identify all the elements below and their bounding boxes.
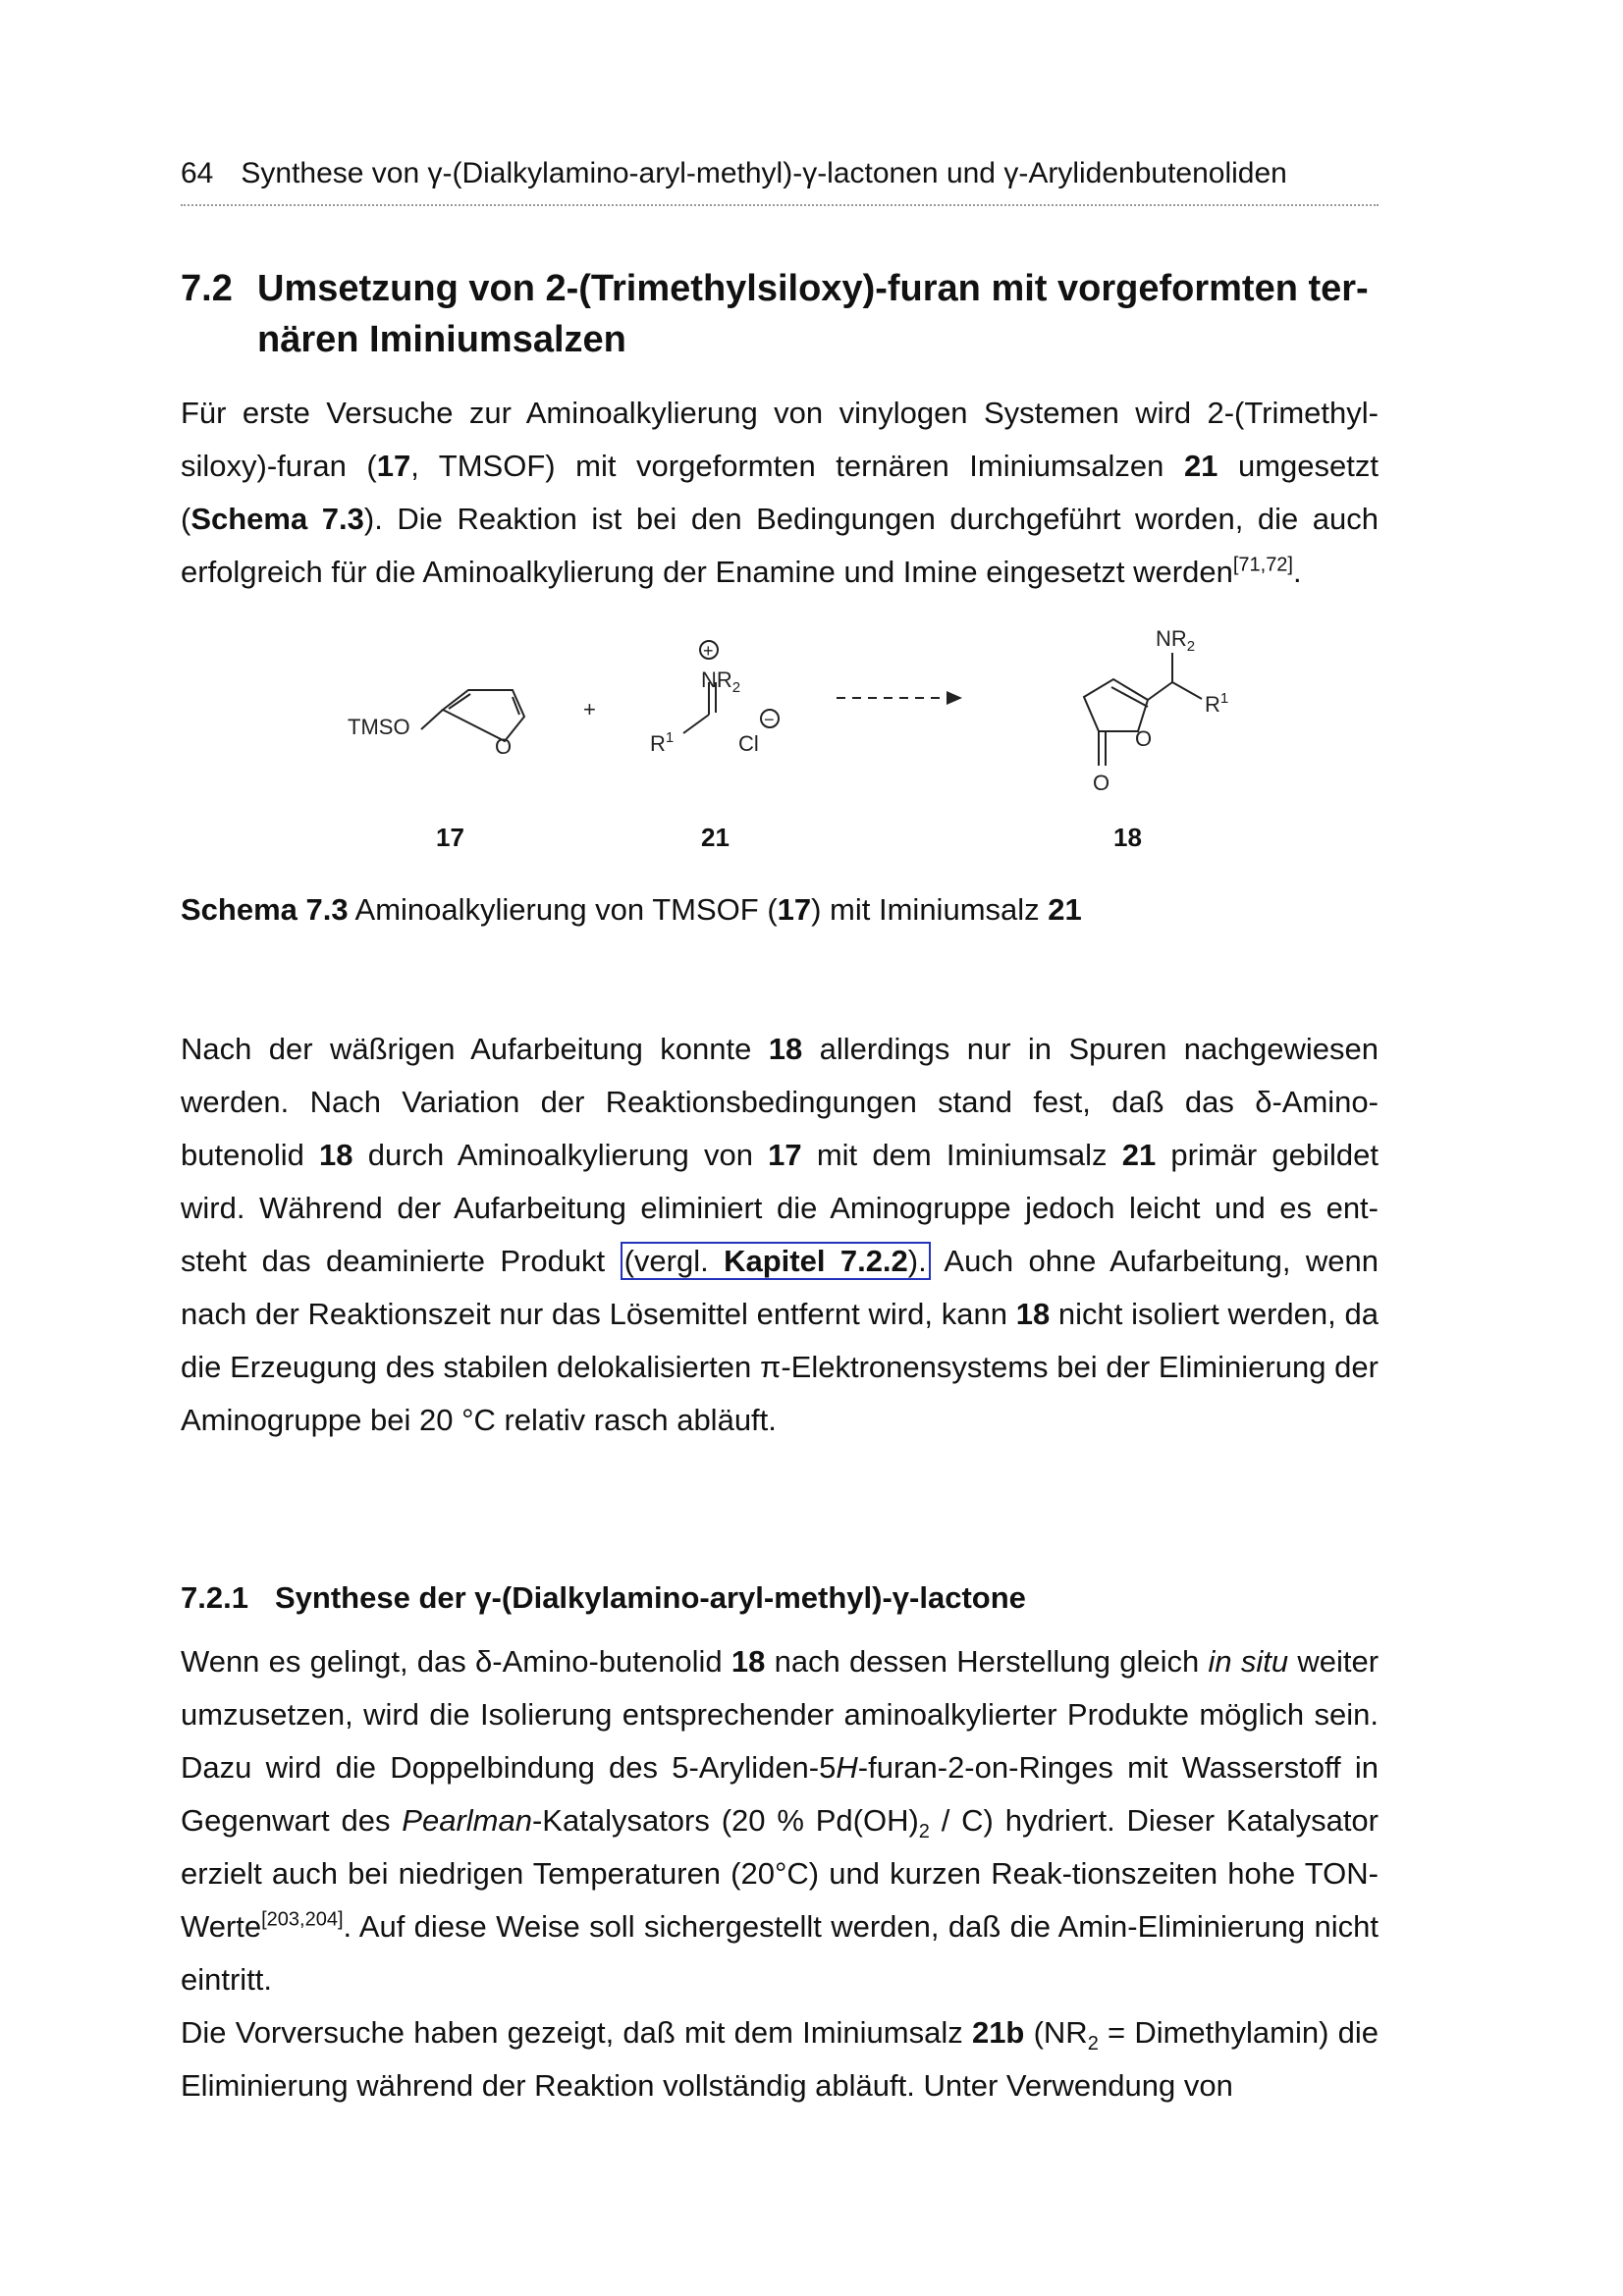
text-segment: primär gebildet wird. Während der Aufarbeitung eliminiert die Aminogruppe jedoch leicht und es ent-steht das deaminierte Produkt — [181, 1138, 1380, 1278]
ring-oxygen-label: O — [1135, 726, 1153, 751]
bond — [1172, 682, 1202, 699]
reaction-scheme — [181, 628, 1379, 883]
compound-17: 17 — [436, 823, 464, 852]
text-segment: nach dessen Herstellung gleich — [765, 1644, 1209, 1679]
text-segment: Die Vorversuche haben gezeigt, daß mit dem Iminiumsalz — [181, 2015, 972, 2050]
text-segment: 18 — [768, 1032, 803, 1066]
paragraph-4 — [181, 2006, 1379, 2112]
section-number: 7.2 — [181, 268, 233, 309]
product-r1-label: $R^1$ — [1205, 690, 1229, 717]
text-segment: umgesetzt ( — [181, 449, 1379, 536]
text-segment: 17 — [768, 1138, 802, 1172]
text-segment: ). — [907, 1244, 927, 1278]
text-segment: in situ — [1208, 1644, 1289, 1679]
text-segment: 21 — [1183, 449, 1218, 483]
text-segment: / C) hydriert. Dieser Katalysator erzielt auch bei niedrigen Temperaturen (20°C) und kurzen Reak-tionszeiten hohe TON-Werte — [181, 1803, 1379, 1944]
text-segment: allerdings nur in Spuren nachgewiesen werden. Nach Variation der Reaktionsbedingungen stand fest, daß das δ-Amino-butenolid — [181, 1032, 1379, 1172]
charge-minus: − — [764, 710, 775, 729]
page-number: 64 — [181, 157, 214, 189]
text-segment: 2 — [918, 1821, 930, 1843]
text-segment: -Katalysators (20 % Pd(OH) — [531, 1803, 919, 1838]
compound-21: 21 — [701, 823, 730, 852]
text-segment: 21b — [971, 2015, 1025, 2050]
compound-18: 18 — [1113, 823, 1142, 852]
text-segment: weiter umzusetzen, wird die Isolierung entsprechender aminoalkylierter Produkte möglich sein. Dazu wird die Doppelbindung des 5-Aryliden-5 — [181, 1644, 1380, 1785]
arrow-head — [947, 691, 962, 705]
text-segment: 21 — [1048, 892, 1082, 927]
chapter-link[interactable] — [621, 1242, 931, 1280]
scheme-caption — [181, 883, 1379, 936]
text-segment: nicht isoliert werden, da die Erzeugung des stabilen delokalisierten π-Elektronensystems bei der Eliminierung der Aminogruppe bei 20 °C relativ rasch abläuft. — [181, 1297, 1379, 1437]
plus-sign: + — [583, 697, 596, 721]
bond — [421, 710, 443, 729]
text-segment: 18 — [1015, 1297, 1051, 1331]
text-segment: Pearlman — [402, 1803, 532, 1838]
caption-label: Schema 7.3 — [181, 892, 349, 927]
page — [181, 157, 1379, 2112]
text-segment: Auch ohne Aufarbeitung, wenn nach der Reaktionszeit nur das Lösemittel entfernt wird, kann — [181, 1244, 1380, 1331]
text-segment: -furan-2-on-Ringes mit Wasserstoff in Gegenwart des — [181, 1750, 1379, 1838]
oxygen-label: O — [495, 734, 513, 759]
paragraph-2 — [181, 1023, 1379, 1447]
text-segment: . — [1293, 555, 1302, 589]
text-segment: Wenn es gelingt, das δ-Amino-butenolid — [181, 1644, 731, 1679]
product-nr2-label: $NR_2$ — [1156, 628, 1196, 655]
text-segment: Aminoalkylierung von TMSOF ( — [354, 892, 778, 927]
caption-text — [355, 892, 1082, 927]
carbonyl-oxygen-label: O — [1093, 771, 1110, 795]
paragraph-1 — [181, 387, 1379, 599]
cl-label: Cl — [738, 731, 759, 756]
lactone-ring — [1084, 679, 1148, 731]
text-segment: H — [836, 1750, 858, 1785]
section-title: Umsetzung von 2-(Trimethylsiloxy)-furan mit vorgeformten ter- nären Iminiumsalzen — [257, 268, 1369, 360]
text-segment: [203,204] — [261, 1908, 344, 1931]
charge-plus: + — [703, 641, 714, 661]
text-segment: 2 — [1087, 2033, 1099, 2056]
r1-label: $R^1$ — [650, 729, 675, 756]
text-segment: Für erste Versuche zur Aminoalkylierung von vinylogen Systemen wird 2-(Trimethyl-siloxy)-furan ( — [181, 396, 1379, 483]
subsection-number: 7.2.1 — [181, 1580, 248, 1615]
paragraph-3 — [181, 1635, 1379, 2006]
text-segment: ). Die Reaktion ist bei den Bedingungen durchgeführt worden, die auch erfolgreich für die Aminoalkylierung der Enamine und Imine eingesetzt werden — [181, 502, 1380, 589]
subsection-heading — [181, 1580, 1379, 1616]
text-segment: . Auf diese Weise soll sichergestellt werden, daß die Amin-Eliminierung nicht eintritt. — [181, 1909, 1379, 1997]
text-segment: (vergl. — [623, 1244, 725, 1278]
text-segment: 21 — [1121, 1138, 1157, 1172]
text-segment: 17 — [777, 892, 812, 927]
text-segment: [71,72] — [1232, 554, 1293, 576]
text-segment: Schema 7.3 — [190, 502, 364, 536]
tmso-label: TMSO — [348, 715, 410, 739]
subsection-title: Synthese der γ-(Dialkylamino-aryl-methyl)-γ-lactone — [275, 1580, 1026, 1615]
running-title: Synthese von γ-(Dialkylamino-aryl-methyl)-γ-lactonen und γ-Arylidenbutenoliden — [241, 157, 1287, 189]
text-segment: 17 — [376, 449, 411, 483]
text-segment: = Dimethylamin) die Eliminierung während der Reaktion vollständig abläuft. Unter Verwendung von — [181, 2015, 1379, 2103]
running-header — [181, 157, 1379, 206]
text-segment: Nach der wäßrigen Aufarbeitung konnte — [181, 1032, 769, 1066]
text-segment: , TMSOF) mit vorgeformten ternären Iminiumsalzen — [410, 449, 1184, 483]
bond — [683, 715, 709, 733]
text-segment: 18 — [730, 1644, 766, 1679]
text-segment: 18 — [319, 1138, 353, 1172]
text-segment: (NR — [1024, 2015, 1088, 2050]
text-segment: Kapitel 7.2.2 — [724, 1244, 908, 1278]
section-heading — [181, 263, 1379, 365]
bond — [1148, 682, 1172, 700]
nr2-label: $NR_2$ — [701, 667, 741, 696]
text-segment: mit dem Iminiumsalz — [801, 1138, 1122, 1172]
text-segment: ) mit Iminiumsalz — [811, 892, 1049, 927]
text-segment: durch Aminoalkylierung von — [352, 1138, 769, 1172]
